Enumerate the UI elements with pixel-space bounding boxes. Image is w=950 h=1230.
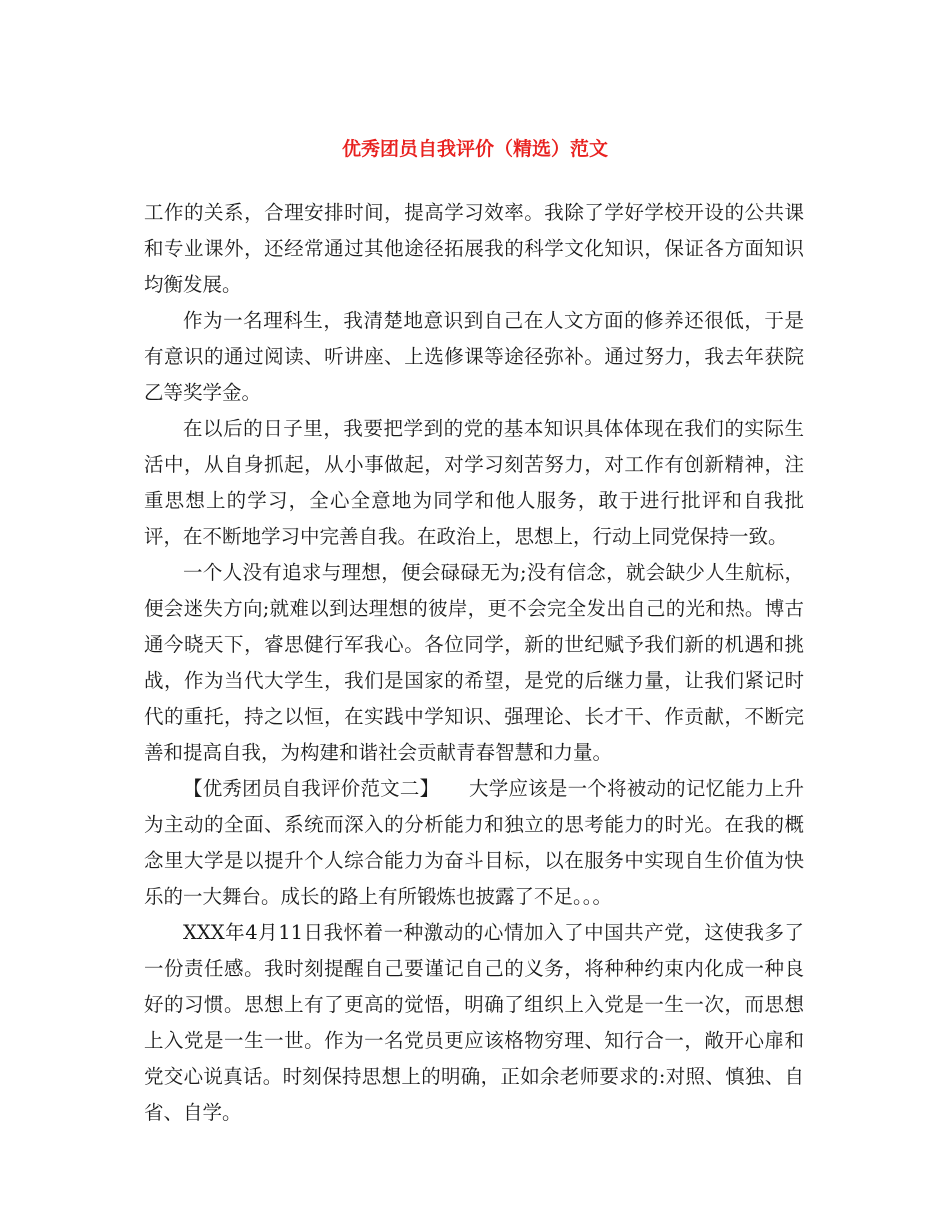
paragraph: 作为一名理科生，我清楚地意识到自己在人文方面的修养还很低，于是有意识的通过阅读、听讲座、上选修课等途径弥补。通过努力，我去年获院乙等奖学金。 — [144, 309, 804, 404]
paragraph: XXX年4月11日我怀着一种激动的心情加入了中国共产党，这使我多了一份责任感。我时刻提醒自己要谨记自己的义务，将种种约束内化成一种良好的习惯。思想上有了更高的觉悟，明确了组织上入党是一生一次，而思想上入党是一生一世。作为一名党员更应该格物穷理、知行合一，敞开心扉和党交心说真话。时刻保持思想上的明确，正如余老师要求的:对照、慎独、自省、自学。 — [144, 921, 804, 1124]
document-body — [144, 195, 804, 1131]
paragraph-continued: 工作的关系，合理安排时间，提高学习效率。我除了学好学校开设的公共课和专业课外，还经常通过其他途径拓展我的科学文化知识，保证各方面知识均衡发展。 — [144, 201, 804, 296]
paragraph: 在以后的日子里，我要把学到的党的基本知识具体体现在我们的实际生活中，从自身抓起，从小事做起，对学习刻苦努力，对工作有创新精神，注重思想上的学习，全心全意地为同学和他人服务，敢于进行批评和自我批评，在不断地学习中完善自我。在政治上，思想上，行动上同党保持一致。 — [144, 417, 804, 548]
paragraph: 一个人没有追求与理想，便会碌碌无为;没有信念，就会缺少人生航标，便会迷失方向;就难以到达理想的彼岸，更不会完全发出自己的光和热。博古通今晓天下，睿思健行军我心。各位同学，新的世纪赋予我们新的机遇和挑战，作为当代大学生，我们是国家的希望，是党的后继力量，让我们紧记时代的重托，持之以恒，在实践中学知识、强理论、长才干、作贡献，不断完善和提高自我，为构建和谐社会贡献青春智慧和力量。 — [144, 561, 804, 764]
paragraph-section-two: 【优秀团员自我评价范文二】 大学应该是一个将被动的记忆能力上升为主动的全面、系统而深入的分析能力和独立的思考能力的时光。在我的概念里大学是以提升个人综合能力为奋斗目标，以在服务中实现自生价值为快乐的一大舞台。成长的路上有所锻炼也披露了不足。。。 — [144, 777, 804, 908]
document-title: 优秀团员自我评价（精选）范文 — [341, 138, 608, 160]
